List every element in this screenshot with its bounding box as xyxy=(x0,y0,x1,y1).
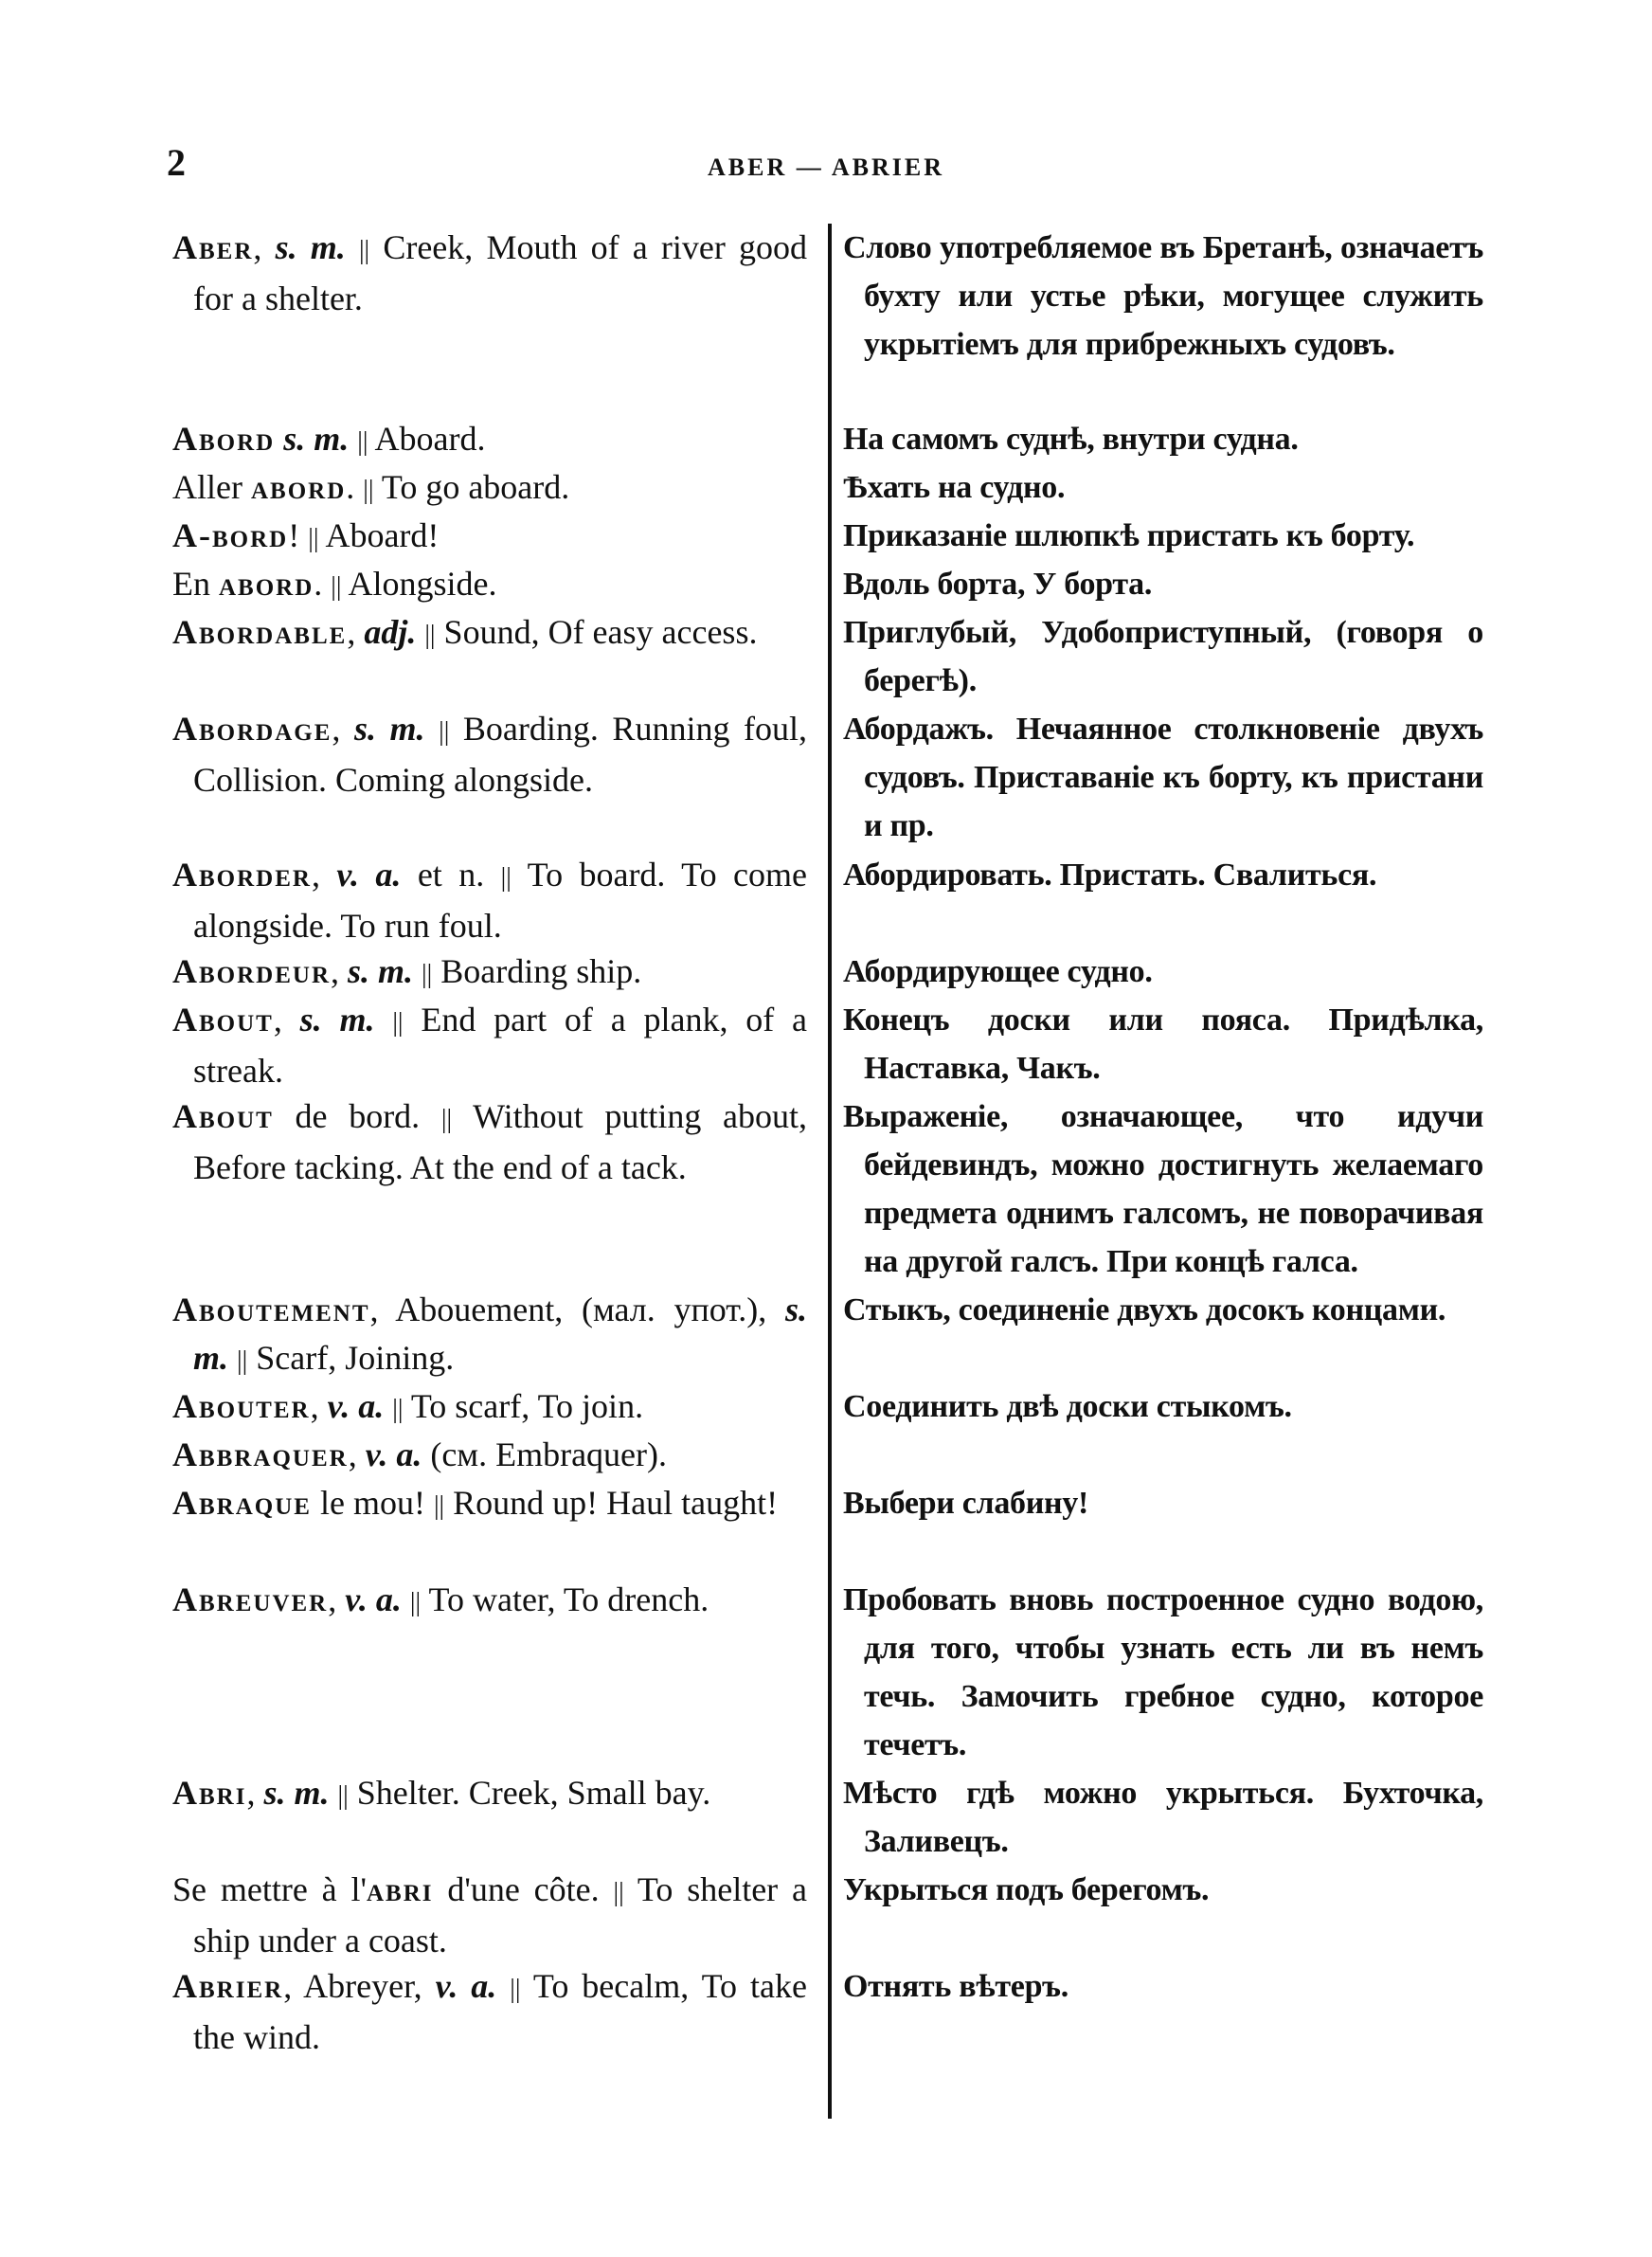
entry-english: To becalm, To take the wind. xyxy=(193,1967,807,2056)
entry-russian: Выбери слабину! xyxy=(843,1486,1089,1521)
entry-headword: Abordage xyxy=(172,710,332,748)
entry-grammar: s. m. xyxy=(263,1774,330,1812)
entry-suffix: , xyxy=(253,228,262,266)
entry-russian: Абордирующее судно. xyxy=(843,954,1153,989)
entry-russian: Ѣхать на судно. xyxy=(843,470,1066,505)
entry-grammar: s. m. xyxy=(348,952,414,990)
entry-separator: || xyxy=(237,1346,248,1376)
entry-suffix: , xyxy=(331,952,340,990)
entry-english: Aboard. xyxy=(374,420,486,458)
entry-grammar: s. m. xyxy=(353,710,425,748)
entry-english: Round up! Haul taught! xyxy=(453,1484,779,1522)
entry-separator: || xyxy=(392,1395,404,1424)
entry-separator: || xyxy=(337,1781,349,1811)
entry-russian: Слово употребляемое въ Бретанѣ, означаетъ бухту или устье рѣки, могущее служить укрытiемъ для прибрежныхъ судовъ. xyxy=(843,230,1483,362)
entry-suffix: , xyxy=(311,856,320,894)
entry-grammar: s. m. xyxy=(275,228,346,266)
entry-french xyxy=(172,705,807,804)
entry-russian: На самомъ суднѣ, внутри судна. xyxy=(843,422,1299,457)
entry-french xyxy=(172,996,807,1095)
entry-russian: Стыкъ, соединенiе двухъ досокъ концами. xyxy=(843,1292,1446,1327)
entry-grammar: v. a. xyxy=(365,1435,422,1473)
entry-headword: Aborder xyxy=(172,856,312,894)
entry-grammar-extra: et n. xyxy=(417,856,485,894)
entry-grammar: s. m. xyxy=(299,1001,375,1038)
entry-headword: About xyxy=(172,1097,274,1135)
entry-separator: || xyxy=(358,236,370,265)
entry-french xyxy=(172,1479,807,1530)
entry-french xyxy=(172,224,807,323)
entry-headword: A-bord xyxy=(172,516,289,554)
entry-english: To go aboard. xyxy=(381,468,570,506)
entry-suffix: , xyxy=(273,1001,282,1038)
entry-french xyxy=(172,1286,807,1385)
entry-headword: Abri xyxy=(172,1774,247,1812)
entry-grammar: v. a. xyxy=(336,856,402,894)
entry-separator: || xyxy=(439,717,450,747)
entry-english: Boarding. Running foul, Collision. Coming alongside. xyxy=(193,710,807,799)
entry-prefix: Se mettre à l' xyxy=(172,1870,367,1908)
entry-separator: || xyxy=(308,524,319,553)
entry-english: To water, To drench. xyxy=(428,1580,709,1618)
entry-suffix: d'une côte. xyxy=(433,1870,600,1908)
entry-headword: Abordable xyxy=(172,613,348,651)
entry-prefix: Aller xyxy=(172,468,242,506)
entry-russian: Мѣсто гдѣ можно укрыться. Бухточка, Заливецъ. xyxy=(843,1776,1483,1859)
page-number: 2 xyxy=(167,141,186,184)
entry-french xyxy=(172,1382,807,1434)
entry-headword: Aboutement xyxy=(172,1291,370,1328)
entry-suffix: , xyxy=(328,1580,337,1618)
entry-russian: Приглубый, Удобоприступный, (говоря о берегѣ). xyxy=(843,615,1483,698)
entry-russian: Абордажъ. Нечаянное столкновенiе двухъ судовъ. Приставанiе къ борту, къ пристани и пр. xyxy=(843,712,1483,843)
entry-russian: Укрыться подъ берегомъ. xyxy=(843,1872,1210,1907)
entry-english: To shelter a ship under a coast. xyxy=(193,1870,807,1959)
entry-separator: || xyxy=(357,427,368,457)
entry-grammar: v. a. xyxy=(327,1387,385,1425)
entry-separator: || xyxy=(424,621,436,650)
entry-suffix: , xyxy=(348,1435,357,1473)
entry-separator: || xyxy=(440,1105,453,1134)
entry-prefix: En xyxy=(172,565,210,603)
entry-suffix: de bord. xyxy=(273,1097,421,1135)
entry-french xyxy=(172,560,807,611)
entry-french xyxy=(172,1866,807,1965)
running-head: ABER — ABRIER xyxy=(708,153,944,181)
entry-headword: abord xyxy=(250,468,347,506)
entry-headword: Aber xyxy=(172,228,254,266)
entry-french xyxy=(172,1962,807,2062)
entry-english: Creek, Mouth of a river good for a shelter. xyxy=(193,228,808,317)
entry-grammar: s. m. xyxy=(283,420,350,458)
entry-separator: || xyxy=(363,476,374,505)
entry-french xyxy=(172,1576,807,1627)
entry-separator: || xyxy=(613,1878,624,1907)
entry-headword: Abordeur xyxy=(172,952,332,990)
entry-suffix: , xyxy=(347,613,356,651)
entry-english: End part of a plank, of a streak. xyxy=(193,1001,808,1090)
entry-suffix: , Abreyer, xyxy=(283,1967,422,2005)
entry-headword: About xyxy=(172,1001,274,1038)
entry-headword: Abraque xyxy=(172,1484,312,1522)
entry-grammar: s. m. xyxy=(193,1291,808,1377)
entry-russian: Вдоль борта, У борта. xyxy=(843,567,1153,602)
entry-suffix: , xyxy=(310,1387,319,1425)
entry-english: To scarf, To join. xyxy=(410,1387,644,1425)
entry-headword: Abreuver xyxy=(172,1580,329,1618)
entry-grammar: adj. xyxy=(364,613,417,651)
entry-french xyxy=(172,851,807,950)
entry-separator: || xyxy=(422,960,433,989)
entry-headword: Abouter xyxy=(172,1387,311,1425)
entry-headword: abord xyxy=(219,565,314,603)
entry-suffix: , xyxy=(246,1774,256,1812)
entry-french xyxy=(172,463,807,515)
entry-russian: Абордировать. Пристать. Свалиться. xyxy=(843,858,1377,893)
entry-headword: Abrier xyxy=(172,1967,284,2005)
entry-suffix: , xyxy=(332,710,341,748)
entry-french xyxy=(172,1431,807,1482)
entry-english: Shelter. Creek, Small bay. xyxy=(356,1774,711,1812)
entry-french xyxy=(172,512,807,563)
entry-grammar-extra: (см. Embraquer). xyxy=(430,1435,668,1473)
entry-separator: || xyxy=(510,1975,521,2004)
entry-suffix: ! xyxy=(288,516,300,554)
entry-english: To board. To come alongside. To run foul. xyxy=(193,856,808,945)
entry-suffix: , Abouement, (мал. упот.), xyxy=(369,1291,767,1328)
entry-english: Sound, Of easy access. xyxy=(443,613,758,651)
entry-french xyxy=(172,415,807,466)
entry-russian: Соединить двѣ доски стыкомъ. xyxy=(843,1389,1292,1424)
entry-headword: Abbraquer xyxy=(172,1435,349,1473)
entry-english: Alongside. xyxy=(348,565,497,603)
entry-separator: || xyxy=(500,863,512,893)
entry-french xyxy=(172,1769,807,1820)
entry-separator: || xyxy=(331,572,342,602)
entry-russian: Отнять вѣтеръ. xyxy=(843,1969,1068,2004)
entry-suffix: . xyxy=(346,468,355,506)
entry-separator: || xyxy=(433,1491,445,1521)
entry-english: Aboard! xyxy=(325,516,440,554)
entry-english: Scarf, Joining. xyxy=(256,1339,455,1377)
entry-english: Boarding ship. xyxy=(440,952,642,990)
entry-french xyxy=(172,1092,807,1192)
entry-english: Without putting about, Before tacking. At the end of a tack. xyxy=(193,1097,808,1186)
entry-russian: Выраженiе, означающее, что идучи бейдевиндъ, можно достигнуть желаемаго предмета однимъ галсомъ, не поворачивая на другой галсъ. При концѣ галса. xyxy=(843,1099,1483,1279)
entry-separator: || xyxy=(392,1008,404,1038)
entry-russian: Пробовать вновь построенное судно водою, для того, чтобы узнать есть ли въ немъ течь. Замочить гребное судно, которое течетъ. xyxy=(843,1582,1483,1762)
entry-grammar: v. a. xyxy=(435,1967,497,2005)
entry-french xyxy=(172,948,807,999)
entry-suffix: . xyxy=(314,565,323,603)
entry-russian: Приказанiе шлюпкѣ пристать къ борту. xyxy=(843,518,1415,553)
entry-russian: Конецъ доски или пояса. Придѣлка, Наставка, Чакъ. xyxy=(843,1002,1483,1086)
entry-headword: Abord xyxy=(172,420,276,458)
entry-grammar: v. a. xyxy=(345,1580,402,1618)
entry-suffix: le mou! xyxy=(311,1484,425,1522)
entry-separator: || xyxy=(409,1588,422,1617)
entry-headword: abri xyxy=(366,1870,434,1908)
entry-french xyxy=(172,608,807,659)
